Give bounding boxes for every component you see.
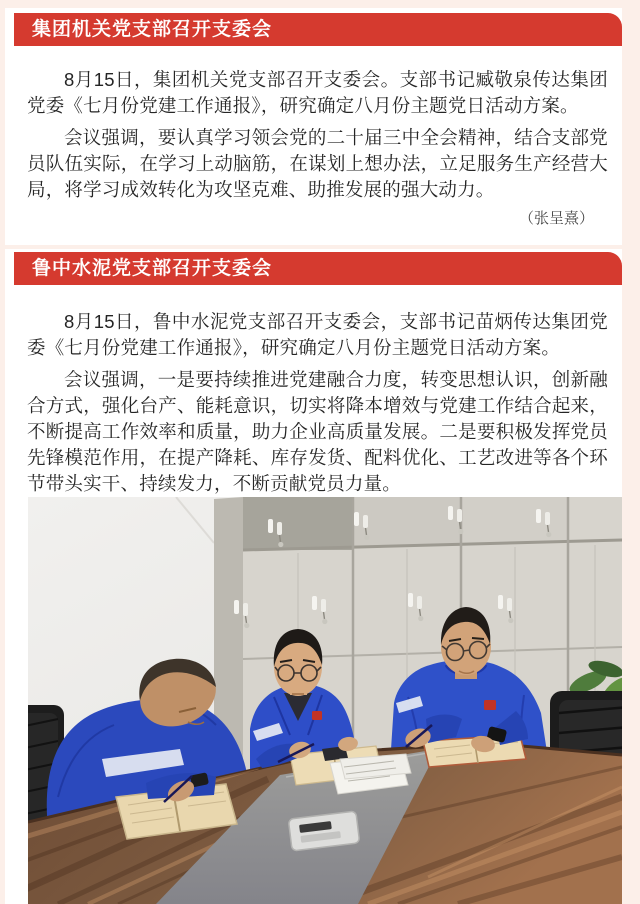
byline: （张呈熹） xyxy=(518,210,594,227)
paragraph: 8月15日，集团机关党支部召开支委会。支部书记臧敬泉传达集团党委《七月份党建工作通报》，研究确定八月份主题党日活动方案。 xyxy=(27,69,608,116)
section-banner xyxy=(14,252,622,285)
section-content xyxy=(27,51,608,228)
paragraph: 会议强调，要认真学习领会党的二十届三中全会精神，结合支部党员队伍实际，在学习上动脑筋，在谋划上想办法，立足服务生产经营大局，将学习成效转化为攻坚克难、助推发展的强大动力。 xyxy=(27,127,608,200)
paragraph: 会议强调，一是要持续推进党建融合力度，转变思想认识，创新融合方式，强化台产、能耗意识，切实将降本增效与党建工作结合起来，不断提高工作效率和质量，助力企业高质量发展。二是要积极发挥党员先锋模范作用，在提产降耗、库存发货、配料优化、工艺改进等各个环节带头实干、持续发力，不断贡献党员力量。 xyxy=(27,369,608,494)
section-card-group-office xyxy=(5,8,622,245)
section-content xyxy=(27,285,608,497)
paragraph: 8月15日，鲁中水泥党支部召开支委会，支部书记苗炳传达集团党委《七月份党建工作通报》，研究确定八月份主题党日活动方案。 xyxy=(27,311,608,358)
meeting-photo xyxy=(28,497,622,904)
section-banner xyxy=(14,13,622,46)
left-edge-strip xyxy=(0,0,5,904)
banner-title: 集团机关党支部召开支委会 xyxy=(32,19,273,40)
section-card-luzhong-cement xyxy=(5,249,622,904)
right-edge-strip xyxy=(622,0,640,904)
banner-title: 鲁中水泥党支部召开支委会 xyxy=(32,258,273,279)
